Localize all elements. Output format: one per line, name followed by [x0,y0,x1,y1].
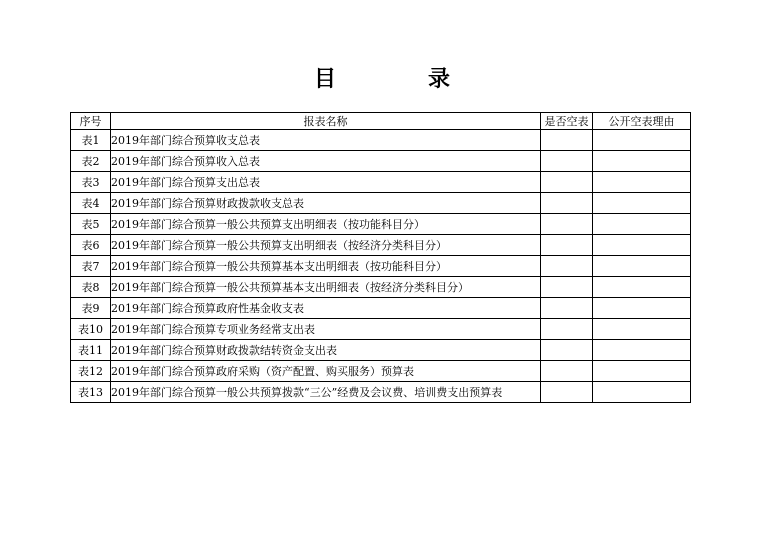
header-no: 序号 [71,113,111,130]
row-name: 2019年部门综合预算收入总表 [111,151,541,172]
table-row [71,361,691,382]
row-is-empty [541,256,593,277]
row-is-empty [541,193,593,214]
row-reason [593,151,691,172]
row-no: 表5 [71,214,111,235]
row-no: 表6 [71,235,111,256]
header-is-empty: 是否空表 [541,113,593,130]
row-no: 表4 [71,193,111,214]
table-row [71,382,691,403]
table-header-row [71,113,691,130]
row-reason [593,340,691,361]
row-is-empty [541,319,593,340]
row-name: 2019年部门综合预算一般公共预算基本支出明细表（按功能科目分） [111,256,541,277]
table-row [71,319,691,340]
header-name: 报表名称 [111,113,541,130]
row-reason [593,361,691,382]
row-name: 2019年部门综合预算支出总表 [111,172,541,193]
row-is-empty [541,172,593,193]
row-no: 表12 [71,361,111,382]
row-is-empty [541,151,593,172]
table-row [71,193,691,214]
row-reason [593,277,691,298]
row-is-empty [541,130,593,151]
row-no: 表10 [71,319,111,340]
row-reason [593,382,691,403]
row-reason [593,172,691,193]
page-title-char-1: 目 [314,66,337,92]
row-reason [593,214,691,235]
table-row [71,235,691,256]
table-row [71,130,691,151]
row-is-empty [541,361,593,382]
row-name: 2019年部门综合预算一般公共预算支出明细表（按功能科目分） [111,214,541,235]
row-is-empty [541,298,593,319]
table-row [71,298,691,319]
row-reason [593,235,691,256]
row-no: 表9 [71,298,111,319]
row-no: 表2 [71,151,111,172]
row-name: 2019年部门综合预算一般公共预算支出明细表（按经济分类科目分） [111,235,541,256]
row-is-empty [541,382,593,403]
table-row [71,151,691,172]
row-name: 2019年部门综合预算财政拨款结转资金支出表 [111,340,541,361]
row-no: 表13 [71,382,111,403]
row-no: 表1 [71,130,111,151]
table-row [71,256,691,277]
row-reason [593,319,691,340]
row-no: 表8 [71,277,111,298]
row-name: 2019年部门综合预算收支总表 [111,130,541,151]
row-reason [593,193,691,214]
row-no: 表3 [71,172,111,193]
row-is-empty [541,340,593,361]
table-row [71,340,691,361]
row-no: 表11 [71,340,111,361]
row-no: 表7 [71,256,111,277]
row-is-empty [541,235,593,256]
table-row [71,214,691,235]
row-reason [593,130,691,151]
row-name: 2019年部门综合预算财政拨款收支总表 [111,193,541,214]
page-title-char-2: 录 [428,66,451,92]
row-name: 2019年部门综合预算一般公共预算基本支出明细表（按经济分类科目分） [111,277,541,298]
toc-table [70,112,691,403]
row-name: 2019年部门综合预算政府性基金收支表 [111,298,541,319]
row-name: 2019年部门综合预算专项业务经常支出表 [111,319,541,340]
row-reason [593,256,691,277]
row-name: 2019年部门综合预算政府采购（资产配置、购买服务）预算表 [111,361,541,382]
row-is-empty [541,277,593,298]
table-row [71,277,691,298]
row-name: 2019年部门综合预算一般公共预算拨款“三公”经费及会议费、培训费支出预算表 [111,382,541,403]
header-reason: 公开空表理由 [593,113,691,130]
table-row [71,172,691,193]
page-title [0,62,760,96]
row-is-empty [541,214,593,235]
row-reason [593,298,691,319]
